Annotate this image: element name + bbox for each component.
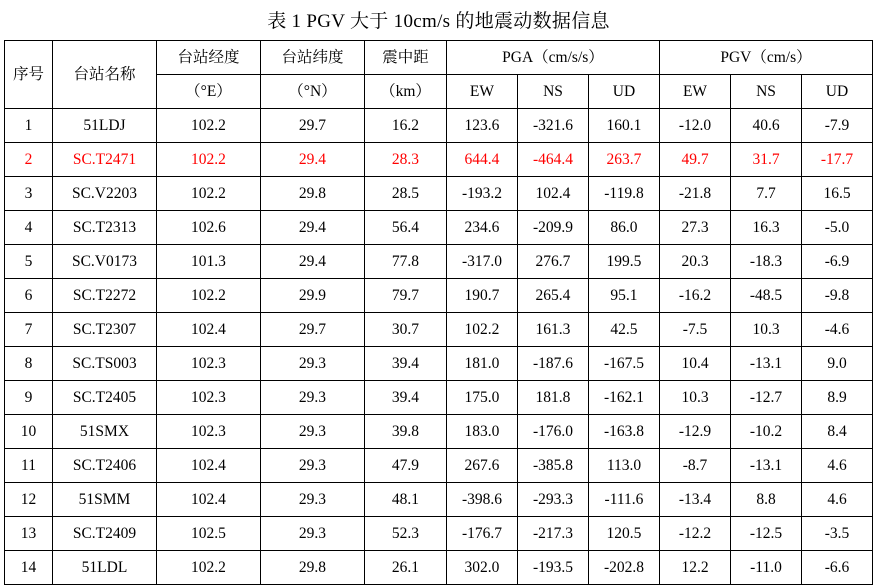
cell-pgv-ud: 4.6 bbox=[802, 449, 873, 483]
cell-epicentral-distance: 52.3 bbox=[364, 517, 446, 551]
cell-station-name: SC.T2409 bbox=[52, 517, 156, 551]
cell-pgv-ns: 10.3 bbox=[731, 313, 802, 347]
cell-station-longitude: 102.4 bbox=[156, 449, 260, 483]
cell-pga-ew: 267.6 bbox=[446, 449, 517, 483]
table-row bbox=[4, 177, 872, 211]
table-row bbox=[4, 211, 872, 245]
cell-pga-ud: 42.5 bbox=[588, 313, 659, 347]
cell-pga-ud: -202.8 bbox=[588, 551, 659, 585]
cell-pga-ew: 644.4 bbox=[446, 143, 517, 177]
cell-station-name: SC.T2307 bbox=[52, 313, 156, 347]
col-header-distance-unit: （km） bbox=[364, 75, 446, 109]
cell-epicentral-distance: 28.5 bbox=[364, 177, 446, 211]
cell-pgv-ew: -16.2 bbox=[660, 279, 731, 313]
cell-pgv-ns: 31.7 bbox=[731, 143, 802, 177]
cell-row-index: 3 bbox=[4, 177, 52, 211]
cell-pga-ud: -163.8 bbox=[588, 415, 659, 449]
col-header-pga-group: PGA（cm/s/s） bbox=[446, 41, 659, 75]
table-row bbox=[4, 279, 872, 313]
cell-station-name: 51SMM bbox=[52, 483, 156, 517]
cell-pga-ns: -321.6 bbox=[517, 109, 588, 143]
cell-station-name: 51LDL bbox=[52, 551, 156, 585]
cell-pgv-ns: -18.3 bbox=[731, 245, 802, 279]
cell-station-longitude: 102.4 bbox=[156, 313, 260, 347]
cell-station-longitude: 102.6 bbox=[156, 211, 260, 245]
cell-row-index: 4 bbox=[4, 211, 52, 245]
cell-pga-ew: 302.0 bbox=[446, 551, 517, 585]
cell-epicentral-distance: 39.4 bbox=[364, 347, 446, 381]
cell-pgv-ew: -7.5 bbox=[660, 313, 731, 347]
cell-pgv-ew: -12.9 bbox=[660, 415, 731, 449]
cell-epicentral-distance: 39.8 bbox=[364, 415, 446, 449]
cell-pgv-ud: 8.4 bbox=[802, 415, 873, 449]
cell-station-longitude: 102.2 bbox=[156, 109, 260, 143]
cell-row-index: 8 bbox=[4, 347, 52, 381]
cell-station-longitude: 101.3 bbox=[156, 245, 260, 279]
cell-epicentral-distance: 47.9 bbox=[364, 449, 446, 483]
cell-pgv-ud: -9.8 bbox=[802, 279, 873, 313]
cell-pga-ew: 183.0 bbox=[446, 415, 517, 449]
cell-pga-ns: 276.7 bbox=[517, 245, 588, 279]
table-body bbox=[4, 109, 872, 585]
cell-pga-ew: 190.7 bbox=[446, 279, 517, 313]
cell-pga-ew: 102.2 bbox=[446, 313, 517, 347]
col-header-longitude: 台站经度 bbox=[156, 41, 260, 75]
col-header-longitude-unit: （°E） bbox=[156, 75, 260, 109]
cell-pga-ud: -162.1 bbox=[588, 381, 659, 415]
cell-station-latitude: 29.4 bbox=[260, 211, 364, 245]
cell-station-name: SC.T2406 bbox=[52, 449, 156, 483]
cell-pga-ew: -398.6 bbox=[446, 483, 517, 517]
cell-pgv-ew: 12.2 bbox=[660, 551, 731, 585]
cell-station-latitude: 29.8 bbox=[260, 551, 364, 585]
cell-pga-ud: -119.8 bbox=[588, 177, 659, 211]
cell-row-index: 13 bbox=[4, 517, 52, 551]
col-header-pgv-ud: UD bbox=[802, 75, 873, 109]
table-row bbox=[4, 415, 872, 449]
cell-pgv-ew: -13.4 bbox=[660, 483, 731, 517]
cell-row-index: 1 bbox=[4, 109, 52, 143]
cell-pga-ew: 234.6 bbox=[446, 211, 517, 245]
cell-pga-ew: -317.0 bbox=[446, 245, 517, 279]
cell-row-index: 2 bbox=[4, 143, 52, 177]
cell-pga-ud: -111.6 bbox=[588, 483, 659, 517]
col-header-pga-ew: EW bbox=[446, 75, 517, 109]
cell-station-name: 51SMX bbox=[52, 415, 156, 449]
cell-pgv-ew: 49.7 bbox=[660, 143, 731, 177]
cell-station-latitude: 29.3 bbox=[260, 347, 364, 381]
cell-pga-ud: 113.0 bbox=[588, 449, 659, 483]
cell-pga-ns: 161.3 bbox=[517, 313, 588, 347]
cell-pga-ud: 95.1 bbox=[588, 279, 659, 313]
cell-station-longitude: 102.5 bbox=[156, 517, 260, 551]
cell-row-index: 9 bbox=[4, 381, 52, 415]
cell-pgv-ud: 9.0 bbox=[802, 347, 873, 381]
cell-pga-ud: 86.0 bbox=[588, 211, 659, 245]
cell-pgv-ns: -13.1 bbox=[731, 449, 802, 483]
cell-row-index: 5 bbox=[4, 245, 52, 279]
cell-station-name: SC.TS003 bbox=[52, 347, 156, 381]
col-header-pga-ud: UD bbox=[588, 75, 659, 109]
cell-pgv-ew: 27.3 bbox=[660, 211, 731, 245]
cell-pgv-ud: 4.6 bbox=[802, 483, 873, 517]
cell-epicentral-distance: 56.4 bbox=[364, 211, 446, 245]
col-header-index: 序号 bbox=[4, 41, 52, 109]
cell-pgv-ud: -17.7 bbox=[802, 143, 873, 177]
col-header-epicentral-distance: 震中距 bbox=[364, 41, 446, 75]
table-row bbox=[4, 143, 872, 177]
cell-pga-ew: 175.0 bbox=[446, 381, 517, 415]
cell-row-index: 6 bbox=[4, 279, 52, 313]
cell-pgv-ns: -12.7 bbox=[731, 381, 802, 415]
cell-pgv-ew: -12.2 bbox=[660, 517, 731, 551]
cell-pga-ew: 181.0 bbox=[446, 347, 517, 381]
cell-row-index: 12 bbox=[4, 483, 52, 517]
cell-station-name: SC.T2405 bbox=[52, 381, 156, 415]
cell-pga-ud: 263.7 bbox=[588, 143, 659, 177]
cell-pgv-ew: -21.8 bbox=[660, 177, 731, 211]
cell-station-longitude: 102.2 bbox=[156, 279, 260, 313]
cell-pgv-ew: 10.4 bbox=[660, 347, 731, 381]
cell-pga-ud: 160.1 bbox=[588, 109, 659, 143]
cell-station-latitude: 29.7 bbox=[260, 109, 364, 143]
table-row bbox=[4, 313, 872, 347]
cell-pgv-ns: 40.6 bbox=[731, 109, 802, 143]
cell-pgv-ud: -7.9 bbox=[802, 109, 873, 143]
cell-epicentral-distance: 79.7 bbox=[364, 279, 446, 313]
cell-pgv-ns: -11.0 bbox=[731, 551, 802, 585]
col-header-latitude-unit: （°N） bbox=[260, 75, 364, 109]
cell-station-latitude: 29.4 bbox=[260, 143, 364, 177]
col-header-pgv-group: PGV（cm/s） bbox=[660, 41, 873, 75]
cell-row-index: 7 bbox=[4, 313, 52, 347]
cell-epicentral-distance: 77.8 bbox=[364, 245, 446, 279]
cell-pgv-ud: -3.5 bbox=[802, 517, 873, 551]
cell-pgv-ns: 16.3 bbox=[731, 211, 802, 245]
cell-pgv-ns: 8.8 bbox=[731, 483, 802, 517]
cell-row-index: 11 bbox=[4, 449, 52, 483]
cell-station-name: SC.T2313 bbox=[52, 211, 156, 245]
cell-station-latitude: 29.7 bbox=[260, 313, 364, 347]
col-header-latitude: 台站纬度 bbox=[260, 41, 364, 75]
header-row-primary bbox=[4, 41, 872, 75]
table-header bbox=[4, 41, 872, 109]
cell-pgv-ns: 7.7 bbox=[731, 177, 802, 211]
table-row bbox=[4, 381, 872, 415]
table-row bbox=[4, 245, 872, 279]
cell-pgv-ud: -5.0 bbox=[802, 211, 873, 245]
cell-pgv-ew: -8.7 bbox=[660, 449, 731, 483]
cell-station-longitude: 102.3 bbox=[156, 347, 260, 381]
cell-pgv-ud: -4.6 bbox=[802, 313, 873, 347]
cell-station-longitude: 102.3 bbox=[156, 415, 260, 449]
cell-pga-ns: -176.0 bbox=[517, 415, 588, 449]
cell-pga-ns: -209.9 bbox=[517, 211, 588, 245]
cell-pga-ud: -167.5 bbox=[588, 347, 659, 381]
cell-pgv-ew: -12.0 bbox=[660, 109, 731, 143]
cell-pga-ns: 102.4 bbox=[517, 177, 588, 211]
table-row bbox=[4, 109, 872, 143]
cell-station-longitude: 102.3 bbox=[156, 381, 260, 415]
cell-station-latitude: 29.4 bbox=[260, 245, 364, 279]
cell-pga-ud: 120.5 bbox=[588, 517, 659, 551]
cell-pgv-ew: 10.3 bbox=[660, 381, 731, 415]
cell-pga-ns: -193.5 bbox=[517, 551, 588, 585]
cell-epicentral-distance: 48.1 bbox=[364, 483, 446, 517]
cell-epicentral-distance: 39.4 bbox=[364, 381, 446, 415]
col-header-pgv-ns: NS bbox=[731, 75, 802, 109]
earthquake-data-table bbox=[4, 40, 873, 585]
cell-pgv-ns: -13.1 bbox=[731, 347, 802, 381]
cell-pga-ew: -193.2 bbox=[446, 177, 517, 211]
cell-station-name: 51LDJ bbox=[52, 109, 156, 143]
table-row bbox=[4, 551, 872, 585]
cell-epicentral-distance: 28.3 bbox=[364, 143, 446, 177]
cell-station-latitude: 29.3 bbox=[260, 517, 364, 551]
col-header-station-name: 台站名称 bbox=[52, 41, 156, 109]
cell-station-longitude: 102.2 bbox=[156, 177, 260, 211]
cell-pga-ns: -187.6 bbox=[517, 347, 588, 381]
table-row bbox=[4, 347, 872, 381]
col-header-pga-ns: NS bbox=[517, 75, 588, 109]
table-row bbox=[4, 449, 872, 483]
table-row bbox=[4, 483, 872, 517]
cell-pgv-ud: 8.9 bbox=[802, 381, 873, 415]
cell-station-latitude: 29.3 bbox=[260, 449, 364, 483]
cell-pgv-ud: -6.6 bbox=[802, 551, 873, 585]
cell-station-longitude: 102.2 bbox=[156, 143, 260, 177]
cell-station-name: SC.T2272 bbox=[52, 279, 156, 313]
cell-station-longitude: 102.2 bbox=[156, 551, 260, 585]
cell-pga-ns: -217.3 bbox=[517, 517, 588, 551]
cell-station-latitude: 29.3 bbox=[260, 381, 364, 415]
cell-station-name: SC.V2203 bbox=[52, 177, 156, 211]
cell-epicentral-distance: 26.1 bbox=[364, 551, 446, 585]
cell-station-latitude: 29.9 bbox=[260, 279, 364, 313]
cell-station-latitude: 29.3 bbox=[260, 415, 364, 449]
cell-pgv-ud: -6.9 bbox=[802, 245, 873, 279]
cell-pga-ns: -464.4 bbox=[517, 143, 588, 177]
cell-pga-ns: 181.8 bbox=[517, 381, 588, 415]
cell-pga-ew: 123.6 bbox=[446, 109, 517, 143]
cell-epicentral-distance: 16.2 bbox=[364, 109, 446, 143]
cell-station-latitude: 29.3 bbox=[260, 483, 364, 517]
cell-pga-ns: -385.8 bbox=[517, 449, 588, 483]
cell-pga-ns: 265.4 bbox=[517, 279, 588, 313]
cell-row-index: 10 bbox=[4, 415, 52, 449]
table-row bbox=[4, 517, 872, 551]
cell-pgv-ns: -12.5 bbox=[731, 517, 802, 551]
cell-station-latitude: 29.8 bbox=[260, 177, 364, 211]
col-header-pgv-ew: EW bbox=[660, 75, 731, 109]
cell-pgv-ns: -10.2 bbox=[731, 415, 802, 449]
cell-row-index: 14 bbox=[4, 551, 52, 585]
cell-pga-ew: -176.7 bbox=[446, 517, 517, 551]
cell-pgv-ud: 16.5 bbox=[802, 177, 873, 211]
cell-pgv-ns: -48.5 bbox=[731, 279, 802, 313]
cell-station-name: SC.T2471 bbox=[52, 143, 156, 177]
cell-pga-ns: -293.3 bbox=[517, 483, 588, 517]
cell-pga-ud: 199.5 bbox=[588, 245, 659, 279]
cell-pgv-ew: 20.3 bbox=[660, 245, 731, 279]
cell-station-name: SC.V0173 bbox=[52, 245, 156, 279]
cell-station-longitude: 102.4 bbox=[156, 483, 260, 517]
table-caption: 表 1 PGV 大于 10cm/s 的地震动数据信息 bbox=[267, 11, 610, 32]
cell-epicentral-distance: 30.7 bbox=[364, 313, 446, 347]
